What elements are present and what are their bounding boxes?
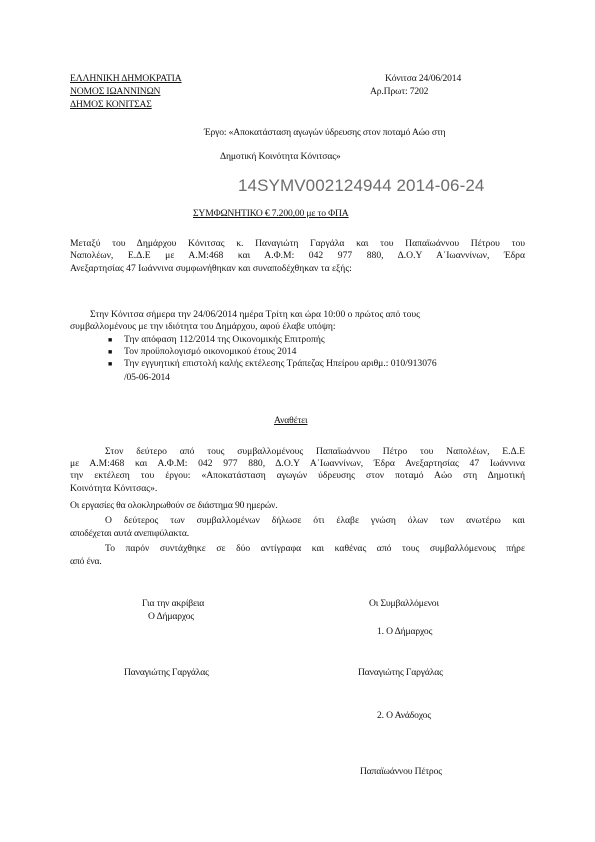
assign-paragraph-first <box>105 446 525 458</box>
declared-line-2: αποδέχεται αυτά ανεπιφύλακτα. <box>70 528 189 539</box>
today-line-2: συμβαλλομένους με την ιδιότητα του Δημάρχου, αφού έλαβε υπόψη: <box>70 321 336 332</box>
considerations-list <box>108 334 437 370</box>
list-item-continuation: /05-06-2014 <box>124 372 170 383</box>
today-line-1: Στην Κόνιτσα σήμερα την 24/06/2014 ημέρα Τρίτη και ώρα 10:00 ο πρώτος από τους <box>90 309 420 320</box>
signature-left-name: Παναγιώτης Γαργάλας <box>124 667 209 678</box>
agreement-title: ΣΥΜΦΩΝΗΤΙΚΟ € 7.200,00 με το ΦΠΑ <box>193 208 349 219</box>
signature-right-heading: Οι Συμβαλλόμενοι <box>369 598 439 609</box>
assign-paragraph-rest <box>70 458 525 495</box>
diavgeia-code: 14SYMV002124944 2014-06-24 <box>238 176 485 195</box>
place-date: Κόνιτσα 24/06/2014 <box>385 73 462 84</box>
intro-paragraph <box>70 238 525 275</box>
declared-line-1: Ο δεύτερος των συμβαλλομένων δήλωσε ότι έλαβε γνώση όλων των ανωτέρω και <box>105 515 525 526</box>
intro-line-2: Ναπολέων, Ε.Δ.Ε με Α.Μ:468 και Α.Φ.Μ: 042 977 880, Δ.Ο.Υ Α΄Ιωαννίνων, Έδρα <box>70 250 525 262</box>
signature-left-line-1: Για την ακρίβεια <box>142 598 205 609</box>
signature-right-second: 2. Ο Ανάδοχος <box>377 710 431 721</box>
signature-right-first: 1. Ο Δήμαρχος <box>377 626 433 637</box>
header-prefecture: ΝΟΜΟΣ ΙΩΑΝΝΙΝΩΝ <box>70 86 161 97</box>
intro-line-1: Μεταξύ του Δημάρχου Κόνιτσας κ. Παναγιώτη Γαργάλα και του Παπαϊωάννου Πέτρου του <box>70 238 525 249</box>
copies-line-1: Το παρόν συντάχθηκε σε δύο αντίγραφα και καθένας από τους συμβαλλόμενους πήρε <box>105 543 525 554</box>
project-line-1: Έργο: «Αποκατάσταση αγωγών ύδρευσης στον ποταμό Αώο στη <box>204 127 446 138</box>
assign-line-1: Στον δεύτερο από τους συμβαλλομένους Παπαϊωάννου Πέτρο του Ναπολέων, Ε.Δ.Ε <box>105 446 525 457</box>
intro-line-3: Ανεξαρτησίας 47 Ιωάννινα συμφωνήθηκαν και συναποδέχθηκαν τα εξής: <box>70 262 352 274</box>
list-item: ■ Τον προϋπολογισμό οικονομικού έτους 2014 <box>108 346 437 358</box>
copies-line-2: από ένα. <box>70 556 102 567</box>
today-paragraph-first <box>90 309 525 321</box>
list-item: ■ Την εγγυητική επιστολή καλής εκτέλεσης Τράπεζας Ηπείρου αριθμ.: 010/913076 <box>108 358 437 370</box>
signature-right-second-name: Παπαϊωάννου Πέτρος <box>360 766 442 777</box>
header-republic: ΕΛΛΗΝΙΚΗ ΔΗΜΟΚΡΑΤΙΑ <box>70 73 182 84</box>
today-paragraph-second <box>70 321 525 333</box>
assign-line-4: Κοινότητα Κόνιτσας». <box>70 482 158 494</box>
signature-right-first-name: Παναγιώτης Γαργάλας <box>358 667 443 678</box>
list-item: ■ Την απόφαση 112/2014 της Οικονομικής Επιτροπής <box>108 334 437 346</box>
signature-left-line-2: Ο Δήμαρχος <box>148 611 195 622</box>
assigns-heading: Αναθέτει <box>274 415 308 426</box>
assign-line-2: με Α.Μ:468 και Α.Φ.Μ: 042 977 880, Δ.Ο.Υ Α΄Ιωαννίνων, Έδρα Ανεξαρτησίας 47 Ιωάννινα <box>70 458 525 469</box>
assign-line-3: την εκτέλεση του έργου: «Αποκατάσταση αγωγών ύδρευσης στον ποταμό Αώο στη Δημοτική <box>70 470 525 482</box>
project-line-2: Δημοτική Κοινότητα Κόνιτσας» <box>220 151 341 162</box>
declared-first <box>105 515 525 527</box>
works-duration: Οι εργασίες θα ολοκληρωθούν σε διάστημα 90 ημερών. <box>70 500 278 511</box>
header-municipality: ΔΗΜΟΣ ΚΟΝΙΤΣΑΣ <box>70 99 152 110</box>
protocol-number: Αρ.Πρωτ: 7202 <box>370 86 429 97</box>
copies-first <box>105 543 525 555</box>
